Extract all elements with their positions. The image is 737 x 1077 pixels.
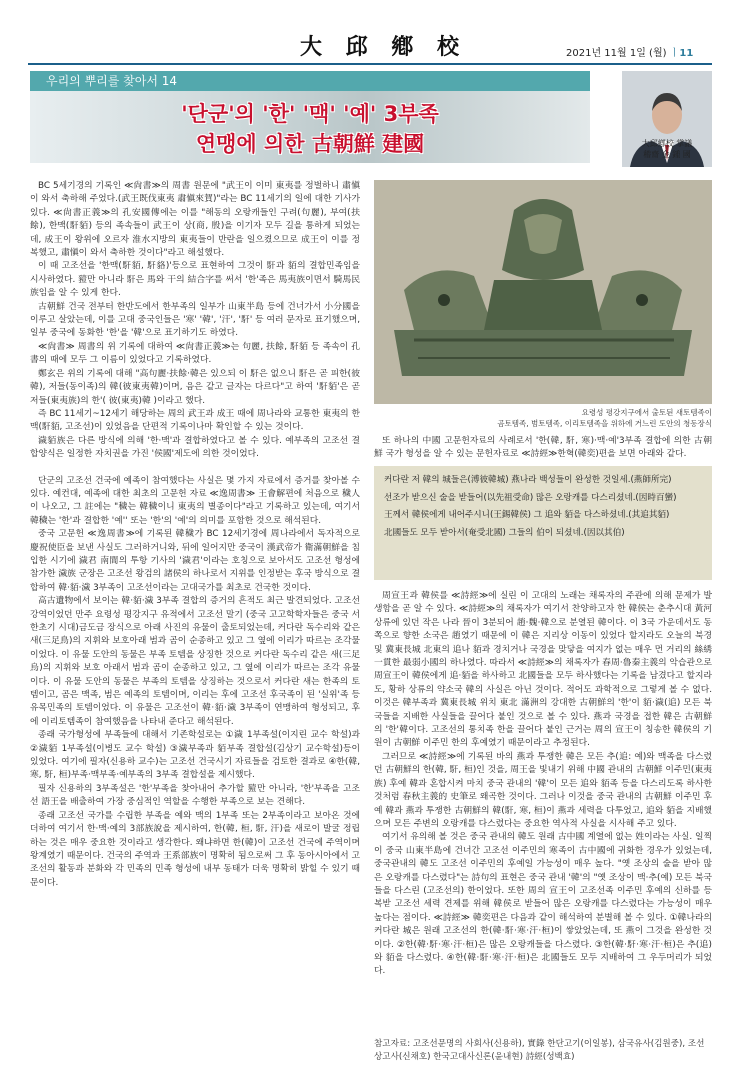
caption-line: 요령성 평강지구에서 출토된 새토템족이 (581, 408, 712, 417)
paragraph: 周宣王과 韓侯를 ≪詩經≫에 실린 이 고대의 노래는 채록자의 주관에 의해 문제가 발생함을 곧 알 수 있다. ≪詩經≫의 채록자가 여기서 찬양하고자 한 韓侯는 춘추시대 黃河상류에 있던 작은 나라 晉이 3분되어 趙·魏·韓으로 분열된 韓이다. 이 3국 가운데서도 동쪽으로 향한 소국은 趙였기 때문에 이 韓은 지리상 이동이 있었다 할지라도 오늘의 북경 및 冀東長城 北東의 追나 貊과 경치거나 국경을 맞닿을 여지가 없는 매우 먼 거리의 絲綉一貫한 最弱小國의 하나였다. 따라서 ≪詩經≫의 채록자가 春周·魯秦主義의 악습관으로 周宣王이 韓侯에게 追·貊을 하사하고 北國들을 모두 하사했다는 기록을 남겼다고 할지라도, 황하 상류의 약소국 韓의 사실은 아닌 것이다. 적어도 과학적으로 그렇게 볼 수 없다. 이것은 韓부족과 冀東長城 위치 東北 滿洲의 강대한 古朝鮮의 '한'이 貊·濊(追) 모든 북국들을 지배한 사실들을 끌어다 붙인 것으로 볼 수 있다. 燕과 국경을 접한 韓은 古朝鮮의 '한'韓이다. 고조선의 통치족 한을 끌어다 붙인 근거는 周의 宣王이 칭송한 韓侯의 기원이 古朝鮮 이주민 한의 후예였기 때문이라고 추정된다. (374, 591, 712, 749)
quote-line: 커다란 저 韓의 城들은(溥彼韓城) 燕나라 백성들이 완성한 것일세.(燕師所完) (384, 475, 672, 485)
paragraph: 古朝鮮 건국 전부터 한반도에서 한부족의 일부가 山東半島 등에 건너가서 小分國을 이루고 살았는데, 이를 고대 중국인들은 '寒' '韓', '汗', '馯' 등 여러 문자로 표기했으며, 일부 중국에 동화한 '한'을 '韓'으로 표기하기도 하였다. (30, 301, 360, 339)
author-byline (620, 138, 714, 160)
dateline (566, 44, 693, 59)
page-number: 11 (679, 48, 694, 59)
photo-caption (374, 407, 712, 429)
left-column (30, 180, 360, 890)
headline-line-1: '단군'의 '한' '맥' '예' 3부족 (181, 102, 439, 126)
paragraph: 필자 신용하의 3부족설은 '한'부족을 찾아내어 추가할 豷만 아니라, '한'부족을 고조선 語王을 배출하여 가장 중심적인 역할을 수행한 부족으로 보는 견해다. (30, 783, 360, 808)
headline-line-2: 연맹에 의한 古朝鮮 建國 (195, 132, 425, 156)
references: 참고자료: 고조선문명의 사회사(신용하), 實錄 한단고기(이일봉), 삼국유사(김원중), 조선상고사(신채호) 한국고대사신론(윤내현) 詩經(성백효) (374, 1039, 705, 1062)
paragraph: 즉 BC 11세기~12세기 해당하는 周의 武王과 成王 때에 周나라와 교통한 東夷의 한맥(馯貊, 고조선)이 있었음을 단편적 기록이나마 확인할 수 있는 것이다. (30, 408, 360, 433)
right-column (374, 590, 712, 979)
poem-quote-box (374, 466, 712, 580)
date-separator: ㅣ (669, 48, 680, 59)
paragraph: 鄭玄은 위의 기록에 대해 "高句麗·扶餘·韓은 있으되 이 馯은 없으니 馯은 곧 피한(彼韓), 저들(동이족)의 韓(彼東夷韓)이며, 음은 같고 글자는 다르다"고 하여 '馯貊'은 곧 저들(東夷族)의 한'( 彼(東夷)韓 )이라고 했다. (30, 368, 360, 406)
quote-line: 선조가 받으신 술을 받들어(以先祖受命) 많은 오랑캐를 다스리셨네.(因時百蠻) (384, 492, 677, 503)
paragraph: 여기서 유의해 볼 것은 중국 관내의 韓도 원래 古中國 계열에 없는 姓이라는 사실. 일찍이 중국 山東半島에 건너간 고조선 이주민의 寒족이 古中國에 귀화한 경우가 있었는데, 중국관내의 韓도 고조선 이주민의 후예일 가능성이 매우 높다. "옛 조상의 술을 받아 많은 오랑캐를 다스렸다"는 詩句의 표현은 중국 관내 '韓'의 "옛 조상이 맥·추(예) 모든 북국들을 다스린 (고조선의) 한이었다. 또한 周의 宣王이 고조선족 이주민 후예의 신하를 등복받 고조선 세력 견제를 위해 韓侯로 받들어 많은 오랑캐를 다스렸다는 가능성이 매우 높다는 점이다. ≪詩經≫ 韓奕편은 다음과 같이 해석하여 분별해 볼 수 있다. ①韓나라의 커다란 城은 원래 고조선의 한(韓·馯·寒·汗·桓)이 쌓았었는데, 또 燕이 그것을 완성한 것이다. ②한(韓·馯·寒·汗·桓)은 많은 오랑캐들을 다스렸다. ③한(韓·馯·寒·汗·桓)은 추(追)와 貊을 다스렸다. ④한(韓·馯·寒·汗·桓)은 北國들도 모두 지배하여 그 우두머리가 되었다. (374, 832, 712, 977)
paragraph: 이 때 고조선을 '한맥(馯貊, 馯貉)'등으로 표현하여 그것이 馯과 貊의 결합민족임을 시사하였다. 豷만 아니라 馯은 馬와 干의 結合字를 써서 '한'족은 馬夷族이면서 騎馬民族임을 알 수 있게 한다. (30, 261, 360, 299)
quote-line: 王께서 韓侯에게 내어주시니(王錫韓侯) 그 追와 貊을 다스하셨네.(其追其貊) (384, 510, 670, 520)
paragraph: ≪尙書≫ 周書의 위 기록에 대하여 ≪尙書正義≫는 句麗, 扶餘, 馯貊 등 족속이 孔書의 때에 모두 그 이름이 있었다고 기록하였다. (30, 341, 360, 366)
paragraph: 또 하나의 中國 고문헌자료의 사례로서 '한(韓, 馯, 寒)·맥·예'3부족 결합에 의한 古朝鮮 국가 형성을 알 수 있는 문헌자료로 ≪詩經≫한혁(韓奕)편을 보면 아래와 같다. (374, 436, 712, 460)
right-intro (374, 435, 712, 462)
author-title: 大邱鄕校 掌議 (641, 139, 693, 148)
paragraph: 濊貊族은 다른 방식에 의해 '한·맥'과 결합하였다고 볼 수 있다. 예부족의 고조선 결합양식은 일정한 자치권을 가진 '侯國'제도에 의한 것이었다. (30, 435, 360, 460)
masthead: 大 邱 鄕 校 (300, 34, 467, 60)
paragraph: 단군의 고조선 건국에 예족이 참여했다는 사실은 몇 가지 자료에서 증거를 찾아볼 수 있다. 예컨대, 예족에 대한 최초의 고문헌 자료 ≪逸周書≫ 王會解편에 처음으로 穢人이 나오고, 그 註에는 "穢는 韓穢이니 東夷의 별종이다"라고 기록하고 있는데, 여기서 韓穢는 '한'과 결합한 '예'' 또는 '한'의 '예'의 의미를 포함한 것으로 해석된다. (30, 475, 360, 526)
paragraph: 중국 고문헌 ≪逸周書≫에 기록된 韓穢가 BC 12세기경에 周나라에서 독자적으로 慶祝使臣을 보낸 사실도 그러하거니와, 뒤에 일어지만 중국이 漢武帝가 衛滿朝鮮을 침입한 시기에 濊君 南閭의 투항 기사의 '濊君'이라는 호칭으로 보아서도 고조선 형성에 참가한 濊族 군장은 고조선 왕검의 諸侯의 하나로서 지위를 인정받는 후국 방식으로 결합하여 韓·貊·濊 3부족이 고조선이라는 고대국가를 최초로 건국한 것이다. (30, 529, 360, 593)
series-label: 우리의 뿌리를 찾아서 14 (30, 71, 590, 91)
paragraph: BC 5세기경의 기록인 ≪尙書≫의 周書 원문에 "武王이 이미 東夷를 정벌하니 肅愼이 와서 축하해 주었다.(武王既伐東夷 肅愼來賀)"라는 BC 11세기의 일에 대한 기사가 있다. ≪尙書正義≫의 孔安國傳에는 이를 "해동의 오랑캐들인 구려(句麗), 부여(扶餘), 한맥(馯貊) 등의 족속들이 武王이 상(商, 殷)을 이기자 모두 길을 통하게 되었는데, 成王이 왕위에 오르자 淮水지방의 東夷들이 반란을 일으켰으므로 成王이 이를 정복했고, 肅愼이 와서 축하한 것이다"라고 해설했다. (30, 181, 360, 259)
paragraph: 高古遺物에서 보이는 韓·貊·濊 3부족 결합의 증거의 흔적도 최근 발견되었다. 고조선 강역이었던 만주 요령성 평강지구 유적에서 고조선 말기 (중국 고고학학자들은 중국 서한초기 시대)금도금 장식으로 아래 사진의 유물이 출토되었는데, 커다란 독수리와 같은 새(三足鳥)의 지휘와 보호아래 범과 곰이 순종하고 있고 그 옆에 이리가 따르는 조각물이었다. 이 유물 도안의 동물은 부족 토템을 상징한 것으로 커다란 독수리 같은 새(三足烏)의 지휘와 보호 아래서 범과 곰이 순종하고 있고, 그 옆에 이리가 따르는 조각 유물이다. 이 유물 도안의 동물은 부족의 토템을 상징하는 것으로서 커다란 새는 한족의 토템이고, 곰은 맥족, 범은 예족의 토템이며, 이리는 후에 고조선 후국족이 된 '실위'족 등 유목민족의 토템이었다. 이 유물은 고조선이 韓·貊·濊 3부족이 연맹하여 형성되고, 후에 이리토템족이 참여했음을 나타내 준다고 해석된다. (30, 596, 360, 727)
header-rule (28, 63, 712, 65)
section-gap (30, 462, 360, 475)
bronze-ornament-photo (374, 180, 712, 404)
paragraph: 그러므로 ≪詩經≫에 기록된 바의 燕과 투쟁한 韓은 모든 추(追: 예)와 맥족을 다스렸던 古朝鮮의 한(韓, 馯, 桓)인 것을, 周王을 빛내기 위해 中國 관내의 古朝鮮 이주민(東夷族) 후예 韓과 혼합시켜 마치 중국 관내의 '韓'이 모든 追와 貊족 등을 다스리도록 하사한 것처럼 春秋主義的 史筆로 왜곡한 것이다. 그러나 이것을 중국 관내의 古朝鮮 이주민 후예 韓과 燕과 투쟁한 古朝鮮의 韓(馯, 寒, 桓)이 燕과 세력을 다투었고, 追와 貊을 지배했으며 모든 주변의 오랑캐를 다스렸다는 중요한 역사적 사실을 시사해 주고 있다. (374, 751, 712, 829)
paragraph: 종래 고조선 국가를 수립한 부족을 예와 맥의 1부족 또는 2부족이라고 보아온 것에 더하여 여기서 한·맥·예의 3部族說을 제시하여, 한(韓, 桓, 馯, 汗)을 새로이 발굴 정립하는 것은 매우 중요한 것이라고 생각한다. 왜냐하면 한(韓)이 고조선 건국에 주역이며 왕계였기 때문이다. 건국의 주역과 王系部族이 명확히 됨으로써 그 후 동아시아에서 고조선의 활동과 분화와 각 민족의 민족 형성에 내부 동태가 더욱 명확히 밝힐 수 있기 때문이다. (30, 810, 360, 888)
author-name: 稽齋 金 鍾 國 (643, 150, 691, 159)
quote-line: 北國들도 모두 받아서(奄受北國) 그들의 伯이 되셨네.(因以其伯) (384, 527, 625, 538)
caption-line: 곰토템족, 범토템족, 이리토템족을 위하에 거느린 도안의 청동장식 (497, 419, 712, 428)
paragraph: 종래 국가형성에 부족들에 대해서 기존학설로는 ①濊 1부족설(이지린 교수 학설)과 ②濊貊 1부족설(이병도 교수 학설) ③濊부족과 貊부족 결합설(김상기 교수학설)등이 있었다. 여기에 필자(신용하 교수)는 고조선 건국시기 자료들을 검토한 결과로 ④한(韓, 寒, 馯, 桓)부족·맥부족·예부족의 3부족 결합설을 제시했다. (30, 730, 360, 781)
issue-date: 2021년 11월 1일 (월) (566, 48, 667, 59)
